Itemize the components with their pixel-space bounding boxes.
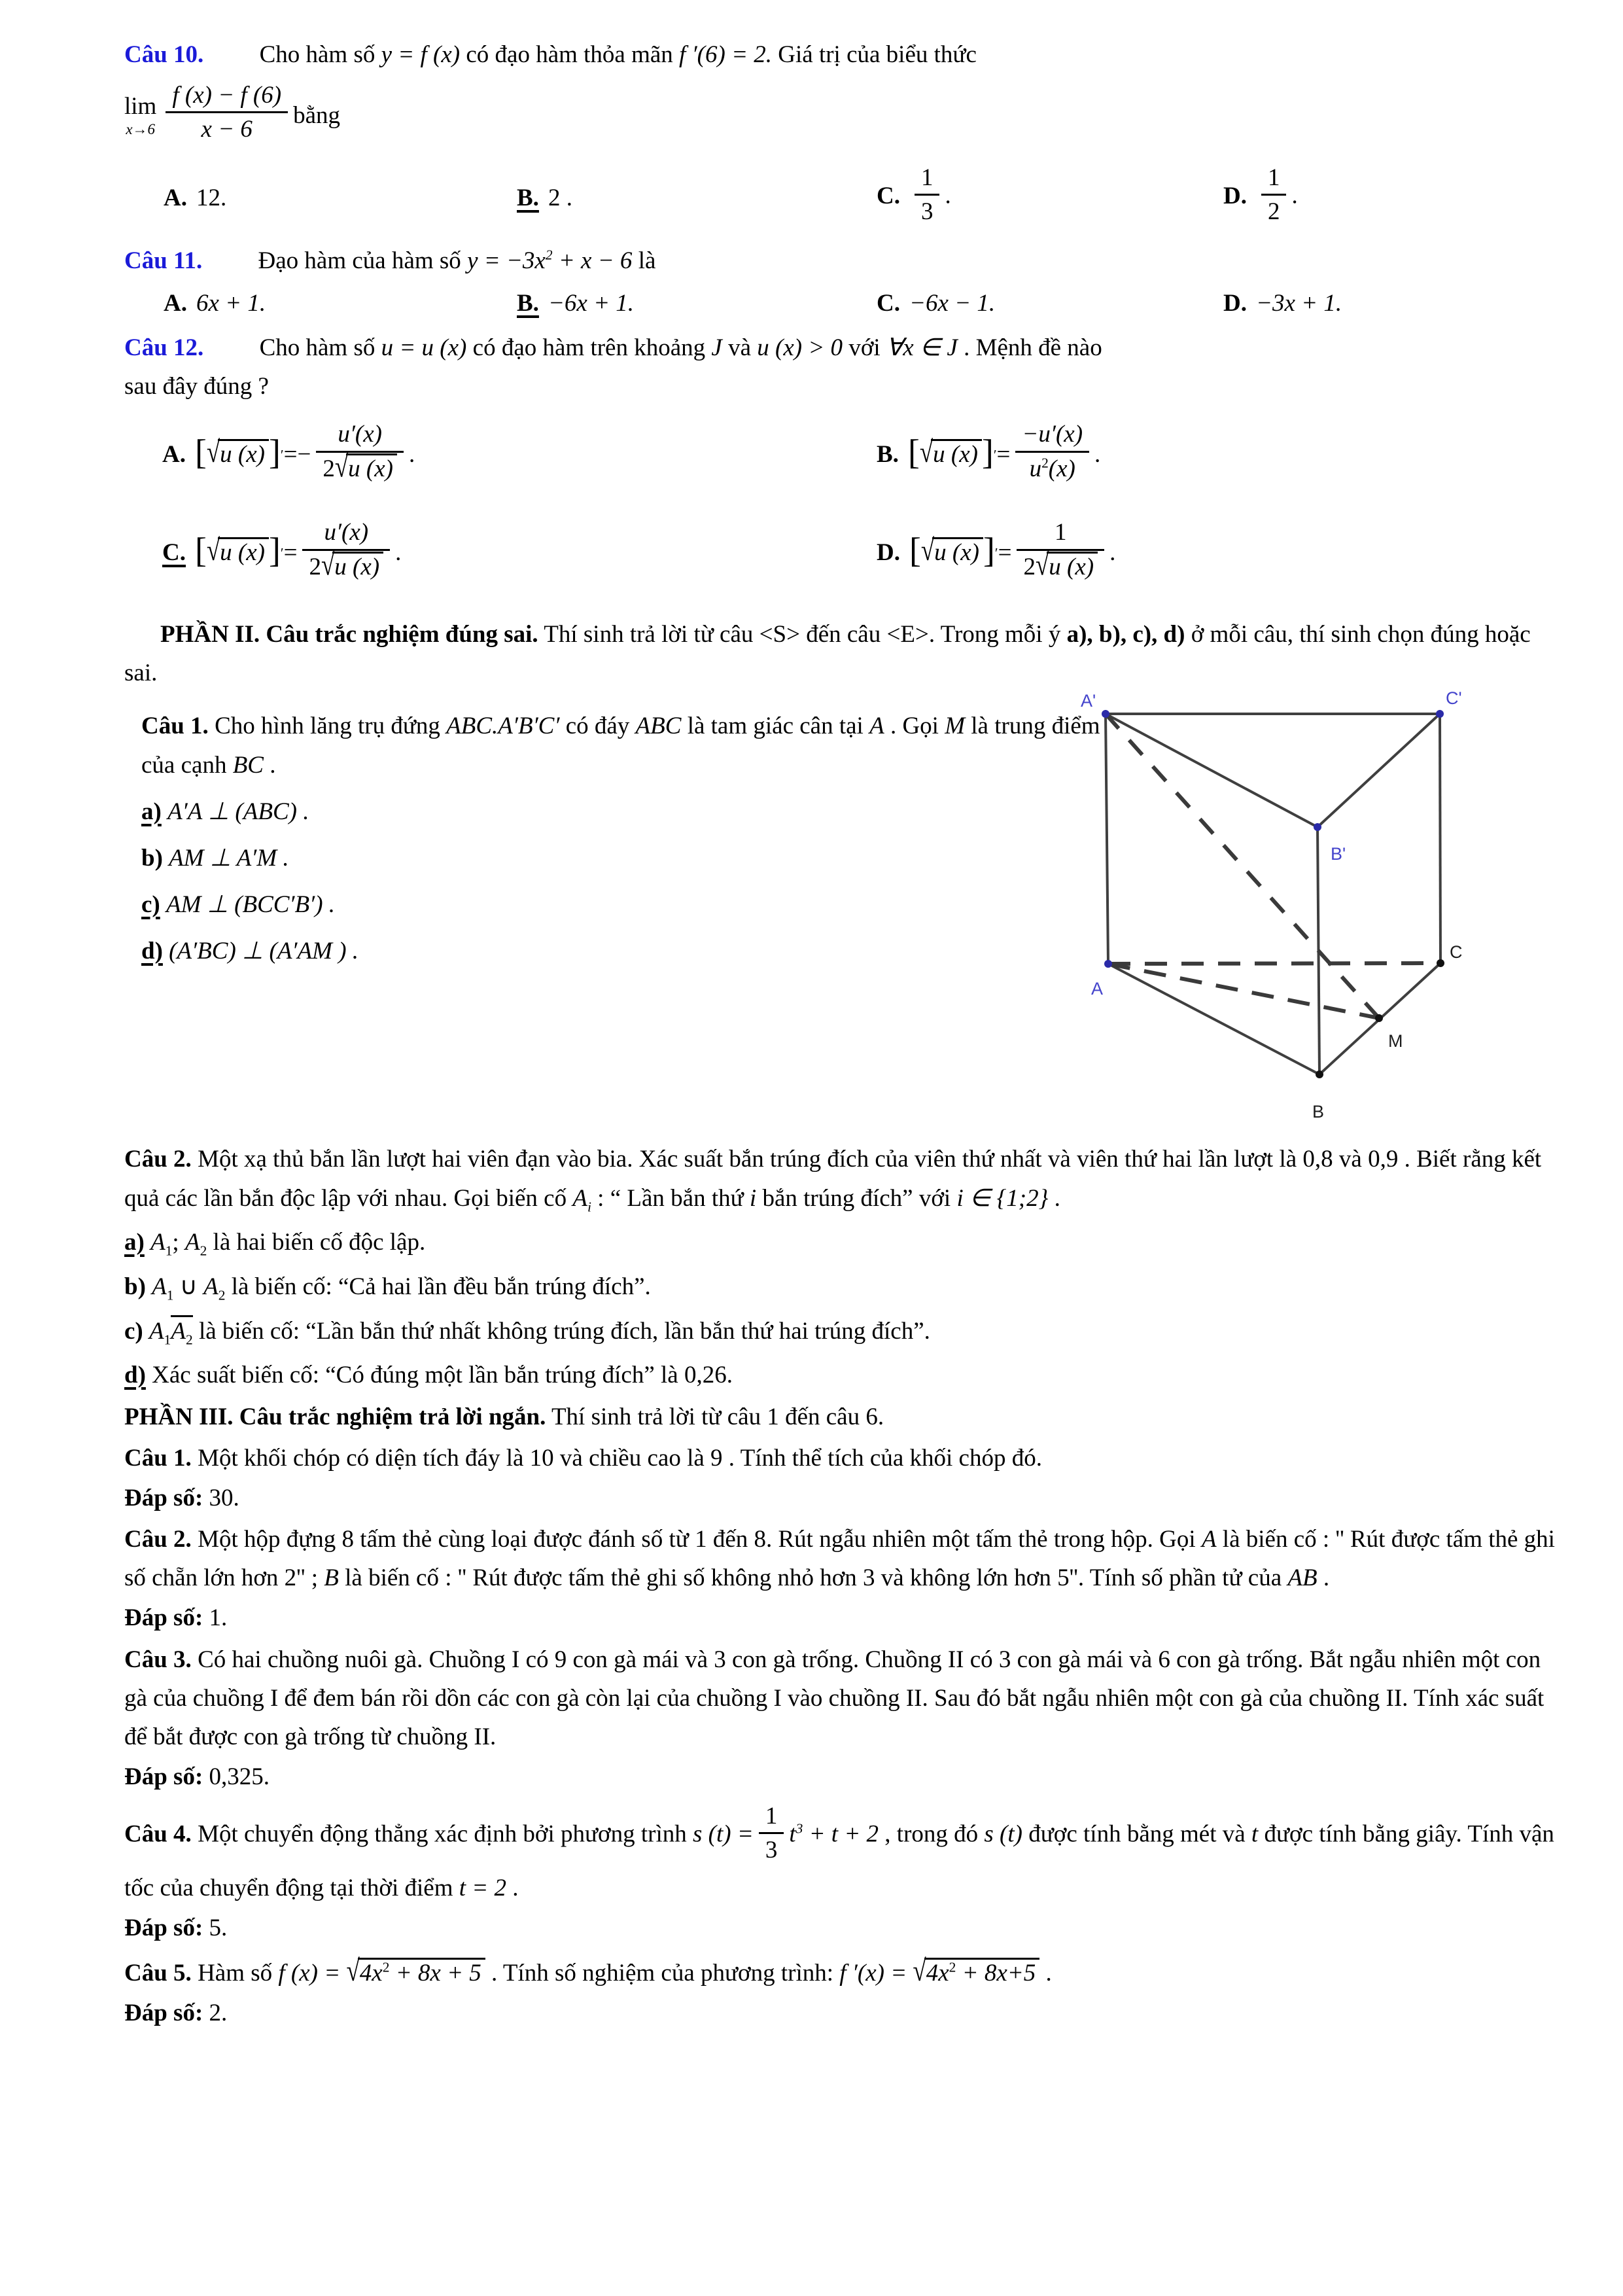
text-segment: bằng xyxy=(293,101,341,129)
part3-answer-2 xyxy=(124,1598,1567,1637)
fraction-numerator: 1 xyxy=(920,164,934,191)
math-y-fx: y = f (x) xyxy=(381,41,461,68)
fraction-numerator: −u′(x) xyxy=(1022,421,1083,448)
option-value: 2 . xyxy=(548,184,572,211)
item-math: AM ⊥ A′M . xyxy=(169,844,289,872)
radicand-exponent: 2 xyxy=(382,1959,390,1975)
coefficient: 2 xyxy=(323,455,335,482)
sqrt-expression xyxy=(207,533,269,572)
math-exponent: 3 xyxy=(795,1820,803,1837)
option-letter: C. xyxy=(877,290,900,317)
question-11-options xyxy=(164,284,1567,323)
option-suffix: . xyxy=(1291,182,1298,209)
question-11-option-a xyxy=(164,284,517,323)
question-label: Câu 2. xyxy=(124,1526,192,1553)
left-bracket: [ xyxy=(194,531,207,571)
figure-label-b-prime: B' xyxy=(1331,844,1346,864)
question-11-option-b xyxy=(517,284,877,323)
option-letter: B. xyxy=(877,441,899,468)
text-segment: có đạo hàm trên khoảng xyxy=(466,334,712,361)
part2-q2-item-b xyxy=(124,1267,1567,1307)
lim-subscript: x→6 xyxy=(126,120,156,137)
option-fraction xyxy=(1015,419,1089,484)
math-function-rest: + x − 6 xyxy=(552,247,633,275)
figure-label-a: A xyxy=(1091,979,1104,999)
question-12-line1 xyxy=(124,328,1567,367)
left-bracket: [ xyxy=(907,433,920,472)
question-label: Câu 3. xyxy=(124,1646,192,1673)
part2-header xyxy=(124,615,1567,692)
radical-sign: √ xyxy=(346,1954,360,1988)
part2-question-1-text xyxy=(141,707,1109,970)
left-bracket: [ xyxy=(194,433,207,472)
subscript: 2 xyxy=(200,1243,207,1259)
option-suffix: . xyxy=(395,539,402,567)
fraction-numerator: u′(x) xyxy=(338,421,382,448)
text-segment: . Tính số nghiệm của phương trình: xyxy=(485,1960,840,1987)
question-12-option-c xyxy=(162,521,877,586)
coefficient: 2 xyxy=(309,553,321,580)
text-segment: , trong đó xyxy=(879,1821,985,1848)
question-10-limit-formula xyxy=(124,75,1567,155)
option-letter: A. xyxy=(162,441,186,468)
text-segment: là biến cố: “Lần bắn thứ nhất không trúng đích, lần bắn thứ hai trúng đích”. xyxy=(192,1317,930,1345)
text-segment: và xyxy=(722,334,758,361)
answer-value: 5. xyxy=(203,1915,228,1942)
item-math: (A′BC) ⊥ (A′AM ) . xyxy=(169,938,359,965)
radical-sign: √ xyxy=(913,1954,926,1988)
item-label: d) xyxy=(124,1362,146,1389)
part2-q1-item-d xyxy=(141,932,1109,970)
sqrt-expression xyxy=(921,533,983,572)
question-label: Câu 1. xyxy=(141,713,209,740)
option-letter: B. xyxy=(517,184,539,211)
question-11-label: Câu 11. xyxy=(124,247,203,275)
fraction-numerator: 1 xyxy=(1267,164,1280,191)
q4-fraction xyxy=(759,1801,784,1866)
question-10-option-d xyxy=(1223,166,1567,230)
fraction-numerator: 1 xyxy=(765,1802,778,1829)
radicand: u (x) xyxy=(218,439,269,468)
question-label: Câu 4. xyxy=(124,1821,192,1848)
prime-mark: ′ xyxy=(280,544,284,561)
text-segment-bold: a), b), c), d) xyxy=(1066,620,1185,648)
sqrt-expression xyxy=(920,435,982,474)
option-suffix: . xyxy=(408,441,415,468)
question-12-line2 xyxy=(124,367,1567,406)
item-label: c) xyxy=(124,1317,143,1345)
equals-sign: = xyxy=(998,539,1012,567)
text-segment: Một khối chóp có diện tích đáy là 10 và chiều cao là 9 . Tính thể tích của khối chóp đó. xyxy=(191,1444,1042,1472)
math-forall: ∀x ∈ J xyxy=(886,334,958,361)
text-segment: Thí sinh trả lời từ câu <S> đến câu <E>. Trong mỗi ý xyxy=(538,620,1067,648)
option-letter: B. xyxy=(517,290,539,317)
math-exponent: 2 xyxy=(545,247,553,263)
text-segment: Một xạ thủ bắn lần lượt hai viên đạn vào bia. Xác suất bắn trúng đích của viên thứ nhất và viên thứ hai lần lượt là 0,8 và 0,9 . Biết rằng kết quả các lần bắn độc lập với nhau. Gọi biến cố xyxy=(124,1146,1542,1212)
den-base: u xyxy=(1029,455,1042,482)
den-rest: (x) xyxy=(1048,455,1075,482)
part2-q2-item-a xyxy=(124,1223,1567,1262)
fraction-denominator xyxy=(316,451,404,484)
den-exponent: 2 xyxy=(1041,455,1049,471)
prime-mark: ′ xyxy=(994,544,998,561)
sqrt-expression xyxy=(334,450,397,484)
radical-sign: √ xyxy=(206,534,220,568)
radicand: u (x) xyxy=(931,439,982,468)
question-10-option-b xyxy=(517,179,877,217)
item-label: c) xyxy=(141,891,160,919)
text-segment: : “ Lần bắn thứ xyxy=(591,1184,750,1212)
text-segment: được tính bằng mét và xyxy=(1022,1821,1251,1848)
right-bracket: ] xyxy=(983,531,995,571)
radical-sign: √ xyxy=(206,436,220,470)
equals-sign: = xyxy=(996,441,1011,468)
text-segment: là biến cố: “Cả hai lần đều bắn trúng đích”. xyxy=(225,1273,651,1300)
sqrt-expression xyxy=(346,1954,485,1992)
math-A: A xyxy=(1201,1526,1217,1553)
text-segment: bắn trúng đích” với xyxy=(756,1184,957,1212)
part3-question-3 xyxy=(124,1640,1567,1757)
subscript: 1 xyxy=(165,1243,173,1259)
sqrt-expression xyxy=(207,435,269,474)
equals-sign: = xyxy=(283,441,298,468)
part3-question-4 xyxy=(124,1804,1567,1907)
limit-fraction xyxy=(166,80,288,145)
part2-q2-item-c xyxy=(124,1312,1567,1351)
math-A2: A xyxy=(184,1229,200,1256)
limit-operator xyxy=(124,94,156,137)
radical-sign: √ xyxy=(1035,548,1049,582)
text-segment: Giá trị của biểu thức xyxy=(772,41,977,68)
text-segment: . xyxy=(1317,1564,1330,1592)
math-A2-bar: A xyxy=(171,1317,186,1345)
question-10-line1 xyxy=(124,35,1567,74)
question-11-line xyxy=(124,241,1567,280)
right-bracket: ] xyxy=(269,433,281,472)
radicand xyxy=(358,1958,485,1987)
radicand: u (x) xyxy=(218,537,269,566)
question-12-options-cd xyxy=(162,504,1567,602)
math-u-ux: u = u (x) xyxy=(381,334,467,361)
radical-sign: √ xyxy=(919,436,934,470)
text-segment: . xyxy=(263,751,276,779)
question-12-option-a xyxy=(162,423,877,487)
figure-label-m: M xyxy=(1388,1031,1403,1051)
item-math: A′A ⊥ (ABC) . xyxy=(167,798,309,825)
text-segment: . xyxy=(506,1874,519,1901)
figure-label-b: B xyxy=(1312,1102,1325,1122)
text-segment: được tính bằng giây. Tính vận tốc của chuyển động tại thời điểm xyxy=(124,1821,1554,1901)
math-i-set: i ∈ {1;2} xyxy=(956,1184,1049,1212)
option-fraction xyxy=(316,419,404,484)
question-12-option-b xyxy=(877,423,1567,487)
math-event-A: A xyxy=(572,1184,587,1212)
text-segment: là hai biến cố độc lập. xyxy=(207,1229,426,1256)
fraction-denominator: 3 xyxy=(759,1832,784,1865)
fraction-denominator: x − 6 xyxy=(166,111,288,145)
subscript: 2 xyxy=(185,1332,193,1347)
text-segment: là biến cố : '' Rút được tấm thẻ ghi số chẵn lớn hơn 2'' ; xyxy=(124,1526,1555,1592)
radical-sign: √ xyxy=(321,548,335,582)
text-segment: Có hai chuồng nuôi gà. Chuồng I có 9 con gà mái và 3 con gà trống. Chuồng II có 3 con gà mái và 6 con gà trống. Bắt ngẫu nhiên một con gà của chuồng I để đem bán rồi dồn các con gà còn lại của chuồng I vào chuồng II. Sau đó bắt ngẫu nhiên một con gà của chuồng II. Tính xác suất để bắt được con gà trống từ chuồng II. xyxy=(124,1646,1544,1750)
part2-q2-item-d xyxy=(124,1356,1567,1394)
radicand-exponent: 2 xyxy=(949,1959,956,1975)
radicand: u (x) xyxy=(346,453,397,482)
math-t-base: t xyxy=(789,1821,796,1848)
math-M: M xyxy=(945,713,966,740)
math-A: A xyxy=(869,713,884,740)
fraction-denominator xyxy=(302,549,390,582)
subscript: 1 xyxy=(166,1287,174,1303)
option-suffix: . xyxy=(945,182,951,209)
part2-title: PHẦN II. Câu trắc nghiệm đúng sai. xyxy=(160,620,538,648)
question-10-options xyxy=(164,159,1567,236)
figure-label-c-prime: C' xyxy=(1446,688,1462,709)
math-rest: + t + 2 xyxy=(803,1821,879,1848)
prime-mark: ′ xyxy=(280,446,284,463)
math-A1: A xyxy=(150,1229,166,1256)
part3-header xyxy=(124,1398,1567,1436)
option-value: −6x + 1. xyxy=(548,290,635,317)
question-10-option-a xyxy=(164,179,517,217)
answer-label: Đáp số: xyxy=(124,1915,203,1942)
text-segment: . Gọi xyxy=(884,713,945,740)
option-fraction xyxy=(1261,163,1287,228)
answer-label: Đáp số: xyxy=(124,1763,203,1791)
option-letter: D. xyxy=(1223,182,1247,209)
answer-value: 1. xyxy=(203,1604,228,1632)
part3-answer-4 xyxy=(124,1909,1567,1947)
figure-label-a-prime: A' xyxy=(1081,691,1096,711)
math-i: i xyxy=(749,1184,757,1212)
math-f-prime-6: f ′(6) = 2. xyxy=(679,41,773,68)
option-letter: A. xyxy=(164,290,187,317)
answer-label: Đáp số: xyxy=(124,2000,203,2027)
prism-svg xyxy=(1079,688,1485,1140)
math-subscript-i: i xyxy=(587,1198,591,1214)
answer-label: Đáp số: xyxy=(124,1604,203,1632)
text-segment: . Mệnh đề nào xyxy=(957,334,1102,361)
question-10-label: Câu 10. xyxy=(124,41,204,68)
complement-overline xyxy=(171,1315,192,1345)
radicand xyxy=(924,1958,1040,1987)
text-segment: là xyxy=(632,247,656,275)
part2-question-1-statement xyxy=(141,707,1109,784)
math-f-x: f (x) = xyxy=(278,1960,347,1987)
figure-label-c: C xyxy=(1450,942,1463,963)
option-letter: C. xyxy=(162,539,186,567)
text-segment: Cho hàm số xyxy=(259,334,381,361)
option-letter: A. xyxy=(164,184,187,211)
answer-value: 30. xyxy=(203,1484,239,1511)
radicand: u (x) xyxy=(932,537,983,566)
text-segment: là biến cố : '' Rút được tấm thẻ ghi số không nhỏ hơn 3 và không lớn hơn 5''. Tính số phần tử của xyxy=(338,1564,1288,1592)
text-segment: . xyxy=(1048,1184,1060,1212)
lim-word: lim xyxy=(124,92,157,120)
item-math: AM ⊥ (BCC′B′) . xyxy=(166,891,336,919)
math-function: y = −3x xyxy=(467,247,546,275)
item-label: d) xyxy=(141,938,163,965)
item-label: a) xyxy=(124,1229,145,1256)
math-A1: A xyxy=(152,1273,167,1300)
part3-title: PHẦN III. Câu trắc nghiệm trả lời ngắn. xyxy=(124,1403,546,1430)
option-value: 6x + 1. xyxy=(196,290,266,317)
text-segment: Cho hàm số xyxy=(259,41,381,68)
text-segment: Xác suất biến cố: “Có đúng một lần bắn trúng đích” là 0,26. xyxy=(145,1362,733,1389)
part3-question-1 xyxy=(124,1439,1567,1477)
math-A1: A xyxy=(149,1317,164,1345)
sqrt-expression xyxy=(1035,548,1098,582)
radicand: u (x) xyxy=(332,552,383,580)
math-B: B xyxy=(324,1564,339,1592)
question-label: Câu 2. xyxy=(124,1146,192,1173)
radicand-part: 4x xyxy=(359,1960,383,1987)
math-AB: AB xyxy=(1287,1564,1318,1592)
part2-q1-item-c xyxy=(141,885,1109,924)
math-BC: BC xyxy=(232,751,264,779)
part2-question-1-block xyxy=(141,688,1567,1131)
right-bracket: ] xyxy=(269,531,281,571)
fraction-denominator: 3 xyxy=(915,194,940,227)
question-12-option-d xyxy=(877,521,1567,586)
math-J: J xyxy=(711,334,722,361)
radicand-part: 4x xyxy=(926,1960,949,1987)
text-segment: với xyxy=(843,334,886,361)
text-segment: có đáy xyxy=(559,713,636,740)
radical-sign: √ xyxy=(920,534,935,568)
coefficient: 2 xyxy=(1023,553,1036,580)
question-11-option-d xyxy=(1223,284,1567,323)
answer-value: 0,325. xyxy=(203,1763,270,1791)
math-ux-positive: u (x) > 0 xyxy=(757,334,843,361)
math-s-t: s (t) = xyxy=(693,1821,754,1848)
fraction-numerator: f (x) − f (6) xyxy=(172,81,282,109)
math-t-equals-2: t = 2 xyxy=(459,1874,506,1901)
option-letter: D. xyxy=(877,539,900,567)
math-ABC: ABC xyxy=(635,713,682,740)
prime-mark: ′ xyxy=(993,446,997,463)
part3-answer-5 xyxy=(124,1994,1567,2032)
option-letter: C. xyxy=(877,182,900,209)
radicand-part: + 8x + 5 xyxy=(389,1960,481,1987)
answer-value: 2. xyxy=(203,2000,228,2027)
question-10-option-c xyxy=(877,166,1223,230)
subscript: 1 xyxy=(164,1332,171,1347)
math-s-t2: s (t) xyxy=(984,1821,1022,1848)
text-segment: Thí sinh trả lời từ câu 1 đến câu 6. xyxy=(546,1403,884,1430)
text-segment: sau đây đúng ? xyxy=(124,372,269,400)
radicand-part: + 8x+5 xyxy=(956,1960,1036,1987)
option-value: −6x − 1. xyxy=(909,290,996,317)
fraction-denominator xyxy=(1017,549,1104,582)
option-suffix: . xyxy=(1094,441,1101,468)
option-value: 12. xyxy=(196,184,227,211)
fraction-denominator xyxy=(1015,451,1089,484)
item-label: b) xyxy=(141,844,163,872)
question-label: Câu 1. xyxy=(124,1444,192,1472)
question-label: Câu 5. xyxy=(124,1960,192,1987)
radicand: u (x) xyxy=(1047,552,1098,580)
fraction-numerator: u′(x) xyxy=(324,519,369,546)
fraction-denominator: 2 xyxy=(1261,194,1287,227)
sqrt-expression xyxy=(913,1954,1039,1992)
option-suffix: . xyxy=(1109,539,1116,567)
text-segment: ở mỗi câu, thí sinh chọn đúng hoặc sai. xyxy=(124,620,1531,687)
math-prism-name: ABC.A′B′C′ xyxy=(446,713,560,740)
math-t: t xyxy=(1251,1821,1259,1848)
item-label: a) xyxy=(141,798,162,825)
part2-question-2-statement xyxy=(124,1140,1567,1218)
separator: ; xyxy=(172,1229,185,1256)
prism-vertex-dots xyxy=(1102,710,1444,1078)
part3-question-5 xyxy=(124,1954,1567,1992)
left-bracket: [ xyxy=(909,531,921,571)
part2-q1-item-b xyxy=(141,839,1109,877)
part2-q1-item-a xyxy=(141,792,1109,831)
math-A2: A xyxy=(203,1273,218,1300)
prism-figure xyxy=(1079,688,1485,1140)
option-fraction xyxy=(302,518,390,582)
text-segment: . xyxy=(1039,1960,1052,1987)
minus-sign: − xyxy=(297,441,311,468)
fraction-numerator: 1 xyxy=(1055,519,1067,546)
option-fraction xyxy=(915,163,940,228)
right-bracket: ] xyxy=(981,433,994,472)
equals-sign: = xyxy=(283,539,298,567)
answer-label: Đáp số: xyxy=(124,1484,203,1511)
text-segment: Đạo hàm của hàm số xyxy=(258,247,468,275)
part3-answer-1 xyxy=(124,1479,1567,1517)
option-value: −3x + 1. xyxy=(1255,290,1342,317)
text-segment: Cho hình lăng trụ đứng xyxy=(208,713,447,740)
text-segment: có đạo hàm thỏa mãn xyxy=(460,41,680,68)
part3-question-2 xyxy=(124,1520,1567,1597)
text-segment: Hàm số xyxy=(191,1960,279,1987)
sqrt-expression xyxy=(321,548,383,582)
question-12-options-ab xyxy=(162,406,1567,504)
item-label: b) xyxy=(124,1273,146,1300)
union-operator: ∪ xyxy=(173,1273,204,1300)
radical-sign: √ xyxy=(334,450,349,484)
text-segment: Một hộp đựng 8 tấm thẻ cùng loại được đánh số từ 1 đến 8. Rút ngẫu nhiên một tấm thẻ trong hộp. Gọi xyxy=(191,1526,1202,1553)
option-fraction xyxy=(1017,518,1104,582)
question-11-option-c xyxy=(877,284,1223,323)
text-segment: Một chuyển động thẳng xác định bởi phương trình xyxy=(191,1821,693,1848)
text-segment: là trung điểm của cạnh xyxy=(141,713,1100,779)
part3-answer-3 xyxy=(124,1757,1567,1796)
text-segment: là tam giác cân tại xyxy=(681,713,870,740)
subscript: 2 xyxy=(218,1287,226,1303)
question-12-label: Câu 12. xyxy=(124,334,204,361)
math-f-prime-x: f ′(x) = xyxy=(839,1960,913,1987)
option-letter: D. xyxy=(1223,290,1247,317)
